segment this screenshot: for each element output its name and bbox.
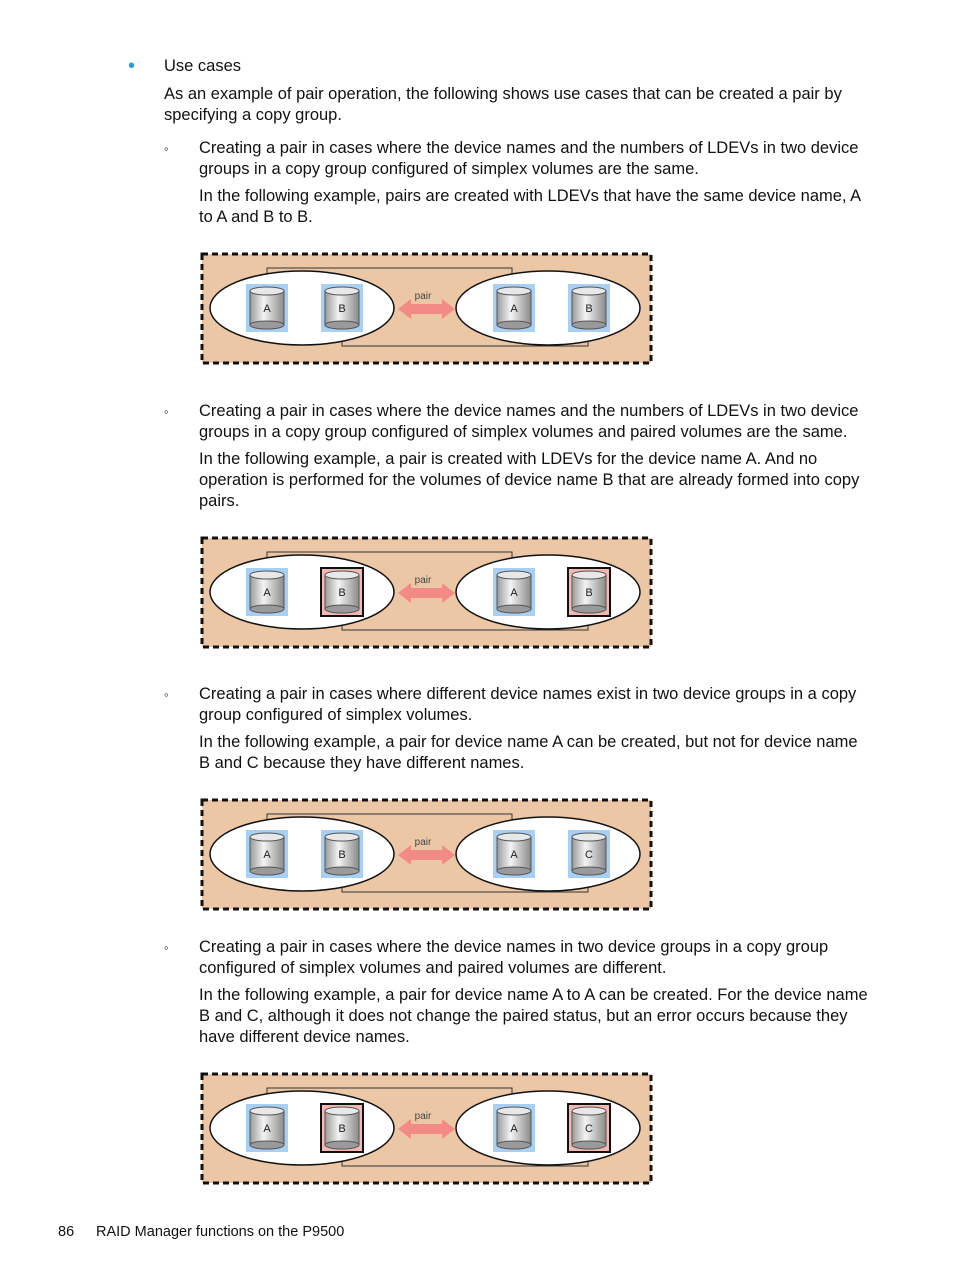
- case-detail: In the following example, a pair for device name A can be created, but not for device name B and C because they have different names.: [199, 733, 858, 772]
- cylinder-base: [325, 1141, 359, 1149]
- pair-label: pair: [414, 291, 432, 302]
- volume-label: A: [510, 849, 518, 861]
- page-number: 86: [58, 1224, 75, 1240]
- case-detail: In the following example, a pair for device name A to A can be created. For the device name B and C, although it does not change the paired status, but an error occurs because they have different device names.: [199, 986, 868, 1046]
- device-group-right: [456, 817, 640, 891]
- use-cases-heading: Use cases: [164, 57, 242, 75]
- cylinder-base: [497, 605, 531, 613]
- cylinder-base: [250, 605, 284, 613]
- volume-label: A: [263, 587, 271, 599]
- cylinder-base: [572, 321, 606, 329]
- volume-label: A: [263, 849, 271, 861]
- cylinder-top: [250, 1107, 284, 1115]
- cylinder-base: [572, 1141, 606, 1149]
- sub-bullet: ◦: [164, 141, 169, 156]
- case-title: Creating a pair in cases where the device names in two device groups in a copy group configured of simplex volumes and paired volumes are different.: [199, 938, 829, 977]
- volume-label: B: [338, 1123, 346, 1135]
- cylinder-top: [572, 571, 606, 579]
- case-title: Creating a pair in cases where the device names and the numbers of LDEVs in two device groups in a copy group configured of simplex volumes and paired volumes are the same.: [199, 402, 859, 441]
- case-title: Creating a pair in cases where the device names and the numbers of LDEVs in two device groups in a copy group configured of simplex volumes are the same.: [199, 139, 859, 178]
- cylinder-top: [572, 833, 606, 841]
- cylinder-top: [497, 1107, 531, 1115]
- case-detail: In the following example, a pair is created with LDEVs for the device name A. And no operation is performed for the volumes of device name B that are already formed into copy pairs.: [199, 450, 860, 510]
- cylinder-base: [497, 867, 531, 875]
- case-title: Creating a pair in cases where different device names exist in two device groups in a copy group configured of simplex volumes.: [199, 685, 857, 724]
- cylinder-top: [250, 833, 284, 841]
- device-group-right: [456, 271, 640, 345]
- volume-label: A: [510, 587, 518, 599]
- cylinder-base: [325, 867, 359, 875]
- volume-label: B: [585, 303, 593, 315]
- pair-diagram: [199, 251, 654, 366]
- cylinder-base: [497, 321, 531, 329]
- pair-diagram: [199, 1071, 654, 1186]
- case-detail: In the following example, pairs are created with LDEVs that have the same device name, A to A and B to B.: [199, 187, 861, 226]
- diagram-svg: [199, 797, 654, 912]
- volume-label: A: [510, 1123, 518, 1135]
- cylinder-base: [250, 1141, 284, 1149]
- volume-label: B: [338, 303, 346, 315]
- volume-label: A: [263, 1123, 271, 1135]
- volume-label: B: [585, 587, 593, 599]
- pair-label: pair: [414, 837, 432, 848]
- cylinder-top: [250, 571, 284, 579]
- cylinder-top: [497, 833, 531, 841]
- cylinder-top: [250, 287, 284, 295]
- cylinder-base: [250, 867, 284, 875]
- cylinder-top: [325, 833, 359, 841]
- volume-label: B: [338, 587, 346, 599]
- sub-bullet: ◦: [164, 687, 169, 702]
- pair-label: pair: [414, 1111, 432, 1122]
- volume-label: C: [585, 1123, 593, 1135]
- cylinder-base: [325, 321, 359, 329]
- bullet-dot: •: [128, 55, 136, 77]
- intro-paragraph: As an example of pair operation, the following shows use cases that can be created a pair by specifying a copy group.: [164, 85, 842, 124]
- cylinder-top: [572, 1107, 606, 1115]
- device-group-right: [456, 1091, 640, 1165]
- volume-label: A: [510, 303, 518, 315]
- volume-label: A: [263, 303, 271, 315]
- device-group-left: [210, 271, 394, 345]
- cylinder-top: [325, 287, 359, 295]
- cylinder-base: [497, 1141, 531, 1149]
- cylinder-base: [572, 867, 606, 875]
- cylinder-base: [250, 321, 284, 329]
- device-group-left: [210, 817, 394, 891]
- sub-bullet: ◦: [164, 404, 169, 419]
- pair-label: pair: [414, 575, 432, 586]
- device-group-right: [456, 555, 640, 629]
- diagram-svg: [199, 251, 654, 366]
- sub-bullet: ◦: [164, 940, 169, 955]
- pair-diagram: [199, 797, 654, 912]
- device-group-left: [210, 1091, 394, 1165]
- cylinder-top: [497, 571, 531, 579]
- cylinder-top: [572, 287, 606, 295]
- cylinder-top: [497, 287, 531, 295]
- diagram-svg: [199, 1071, 654, 1186]
- diagram-svg: [199, 535, 654, 650]
- cylinder-top: [325, 1107, 359, 1115]
- volume-label: C: [585, 849, 593, 861]
- cylinder-base: [572, 605, 606, 613]
- volume-label: B: [338, 849, 346, 861]
- cylinder-base: [325, 605, 359, 613]
- device-group-left: [210, 555, 394, 629]
- footer-section-title: RAID Manager functions on the P9500: [96, 1224, 345, 1240]
- pair-diagram: [199, 535, 654, 650]
- cylinder-top: [325, 571, 359, 579]
